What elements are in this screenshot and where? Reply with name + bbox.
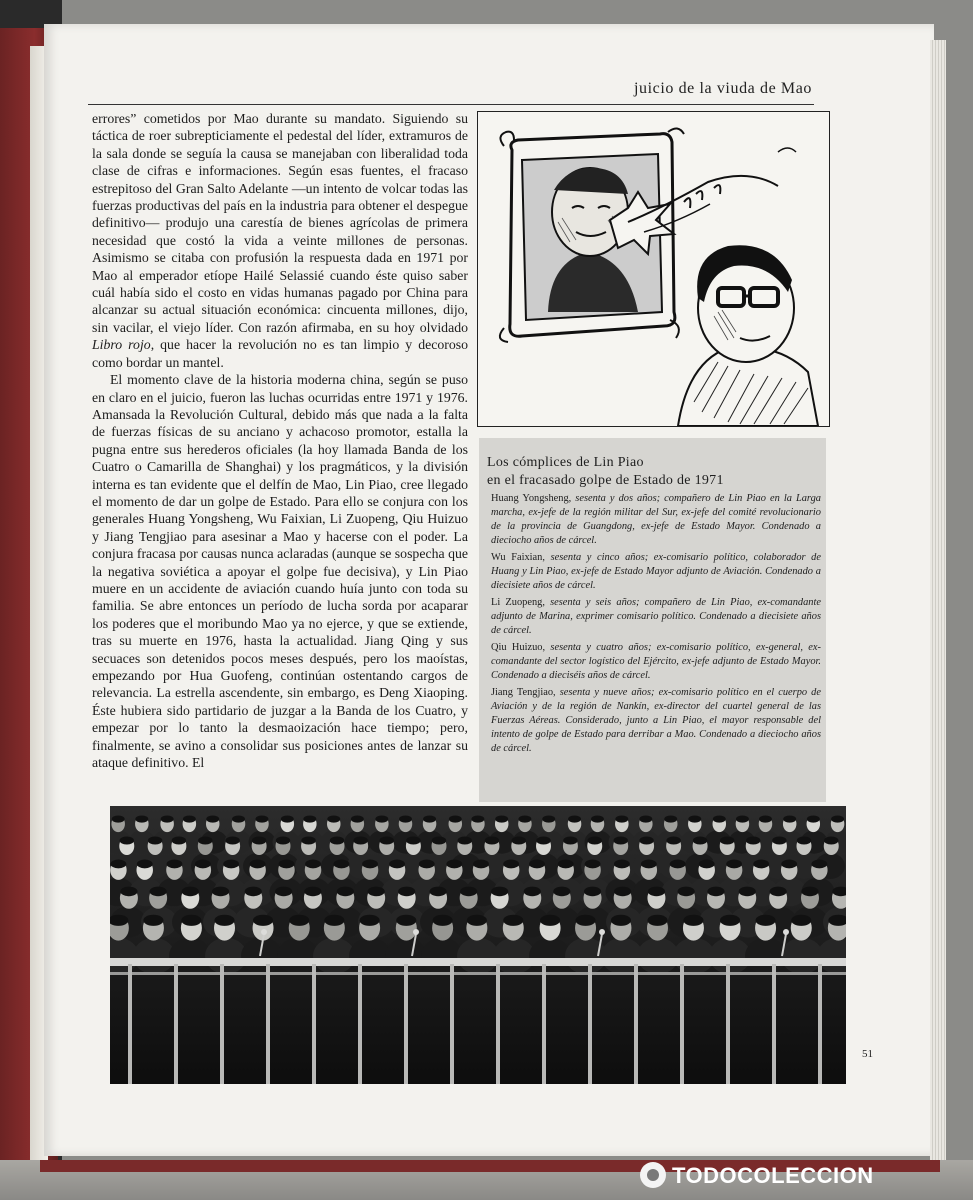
- body-paragraph-2: [92, 371, 468, 771]
- entry-name: Qiu Huizuo,: [491, 642, 546, 653]
- sidebar-entry: [491, 641, 821, 683]
- entry-name: Huang Yongsheng,: [491, 493, 572, 504]
- page-number: 51: [862, 1048, 873, 1060]
- caricature-illustration: [477, 111, 830, 427]
- sidebar-title-line-1: Los cómplices de Lin Piao: [487, 455, 644, 470]
- entry-description: sesenta y dos años; compañero de Lin Piao en la Larga marcha, ex-jefe de la región militar del Sur, ex-jefe del comité revolucionario de la provincia de Guangdong, ex-jefe de Estado Mayor. Condenado a dieciocho años de cárcel.: [491, 493, 821, 546]
- watermark-logo-icon: [640, 1162, 666, 1188]
- running-head: [88, 74, 814, 105]
- sidebar-entry: [491, 596, 821, 638]
- running-head-title: juicio de la viuda de Mao: [633, 80, 812, 97]
- site-watermark: [640, 1162, 874, 1189]
- right-page-edges: [930, 40, 946, 1160]
- accomplices-sidebar: [479, 438, 826, 802]
- entry-name: Jiang Tengjiao,: [491, 687, 556, 698]
- sidebar-entries: [491, 492, 821, 759]
- body-text-segment: errores” cometidos por Mao durante su mandato. Siguiendo su táctica de roer subrepticiamente el pedestal del líder, extramuros de la sala donde se seguía la causa se manejaban con liberalidad toda clase de cifras e informaciones. Según esas fuentes, el fracaso estrepitoso del Gran Salto Adelante —un intento de volcar todas las fuerzas productivas del país en la industria para obtener el despegue definitivo— produjo una carestía de bienes agrícolas de primera necesidad que costó la vida a veinte millones de personas. Asimismo se citaba con profusión la respuesta dada en 1971 por Mao al emperador etíope Hailé Selassié cuando éste quiso saber cuál había sido el costo en vidas humanas pagado por China para alcanzar su actual situación económica: cincuenta millones, dijo, sin vacilar, el viejo líder. Con razón afirmaba, en su hoy olvidado: [92, 111, 468, 335]
- entry-name: Li Zuopeng,: [491, 597, 545, 608]
- caricature-drawing: [478, 112, 829, 426]
- sidebar-title-line-2: en el fracasado golpe de Estado de 1971: [487, 473, 724, 488]
- body-text-column: [92, 110, 468, 771]
- sidebar-entry: [491, 551, 821, 593]
- sidebar-entry: [491, 686, 821, 756]
- body-text-segment: El momento clave de la historia moderna china, según se puso en claro en el juicio, fueron las luchas ocurridas entre 1971 y 1976. Amansada la Revolución Cultural, debido más que nada a la falta de fuerzas físicas de su anciano y achacoso promotor, estalla la pugna entre sus herederos oficiales (la hoy llamada Banda de los Cuatro o Camarilla de Shanghai) y los pragmáticos, y la división interna es tan evidente que el delfín de Mao, Lin Piao, cree llegado el momento de dar un golpe de Estado. Para ello se conjura con los generales Huang Yongsheng, Wu Faixian, Li Zuopeng, Qiu Huizuo y Jiang Tengjiao para asesinar a Mao y hacerse con el poder. La conjura fracasa por causas nunca aclaradas (aunque se sospecha que la negativa soviética a apoyar el golpe fue decisiva), y Lin Piao muere en un accidente de aviación cuando huía junto con toda su familia. Se abre entonces un período de lucha sorda por acaparar los poderes que el moribundo Mao ya no ejerce, y que se extiende, tras su muerte en 1976, hasta la actualidad. Jiang Qing y sus secuaces son detenidos pocos meses después, pero los maoístas, empezando por Hua Guofeng, continúan ostentando cargos de relevancia. La estrella ascendente, sin embargo, es Deng Xiaoping. Éste hubiera sido partidario de juzgar a la Banda de los Cuatro, y empezar por lo tanto la desmaoización hace tiempo; pero, finalmente, se avino a consolidar sus posiciones antes de lanzar su ataque definitivo. El: [92, 372, 468, 771]
- trial-photo-drawing: [110, 806, 846, 1084]
- entry-name: Wu Faixian,: [491, 552, 545, 563]
- watermark-text: TODOCOLECCION: [672, 1163, 874, 1188]
- sidebar-title: [487, 454, 817, 490]
- sidebar-entry: [491, 492, 821, 548]
- body-paragraph-1: [92, 110, 468, 371]
- entry-description: sesenta y nueve años; ex-comisario político en el cuerpo de Aviación y de la región de Nankín, ex-director del cuartel general de las Fuerzas Aéreas. Considerado, junto a Lin Piao, el mayor responsable del intento de golpe de Estado para derribar a Mao. Condenado a dieciocho años de cárcel.: [491, 687, 821, 754]
- book-title-italic: Libro rojo: [92, 337, 151, 353]
- body-text-segment: , que hacer la revolución no es tan limpio y decoroso como bordar un mantel.: [92, 337, 469, 370]
- trial-audience-photo: [110, 806, 846, 1084]
- entry-description: sesenta y cinco años; ex-comisario político, colaborador de Huang y Lin Piao, ex-jefe de Estado Mayor adjunto de Aviación. Condenado a diecisiete años de cárcel.: [491, 552, 821, 591]
- entry-description: sesenta y seis años; compañero de Lin Piao, ex-comandante adjunto de Marina, exprimer comisario político. Condenado a diecisiete años de cárcel.: [491, 597, 821, 636]
- entry-description: sesenta y cuatro años; ex-comisario político, ex-general, ex-comandante del sector logístico del Ejército, ex-jefe adjunto de Estado Mayor. Condenado a dieciséis años de cárcel.: [491, 642, 821, 681]
